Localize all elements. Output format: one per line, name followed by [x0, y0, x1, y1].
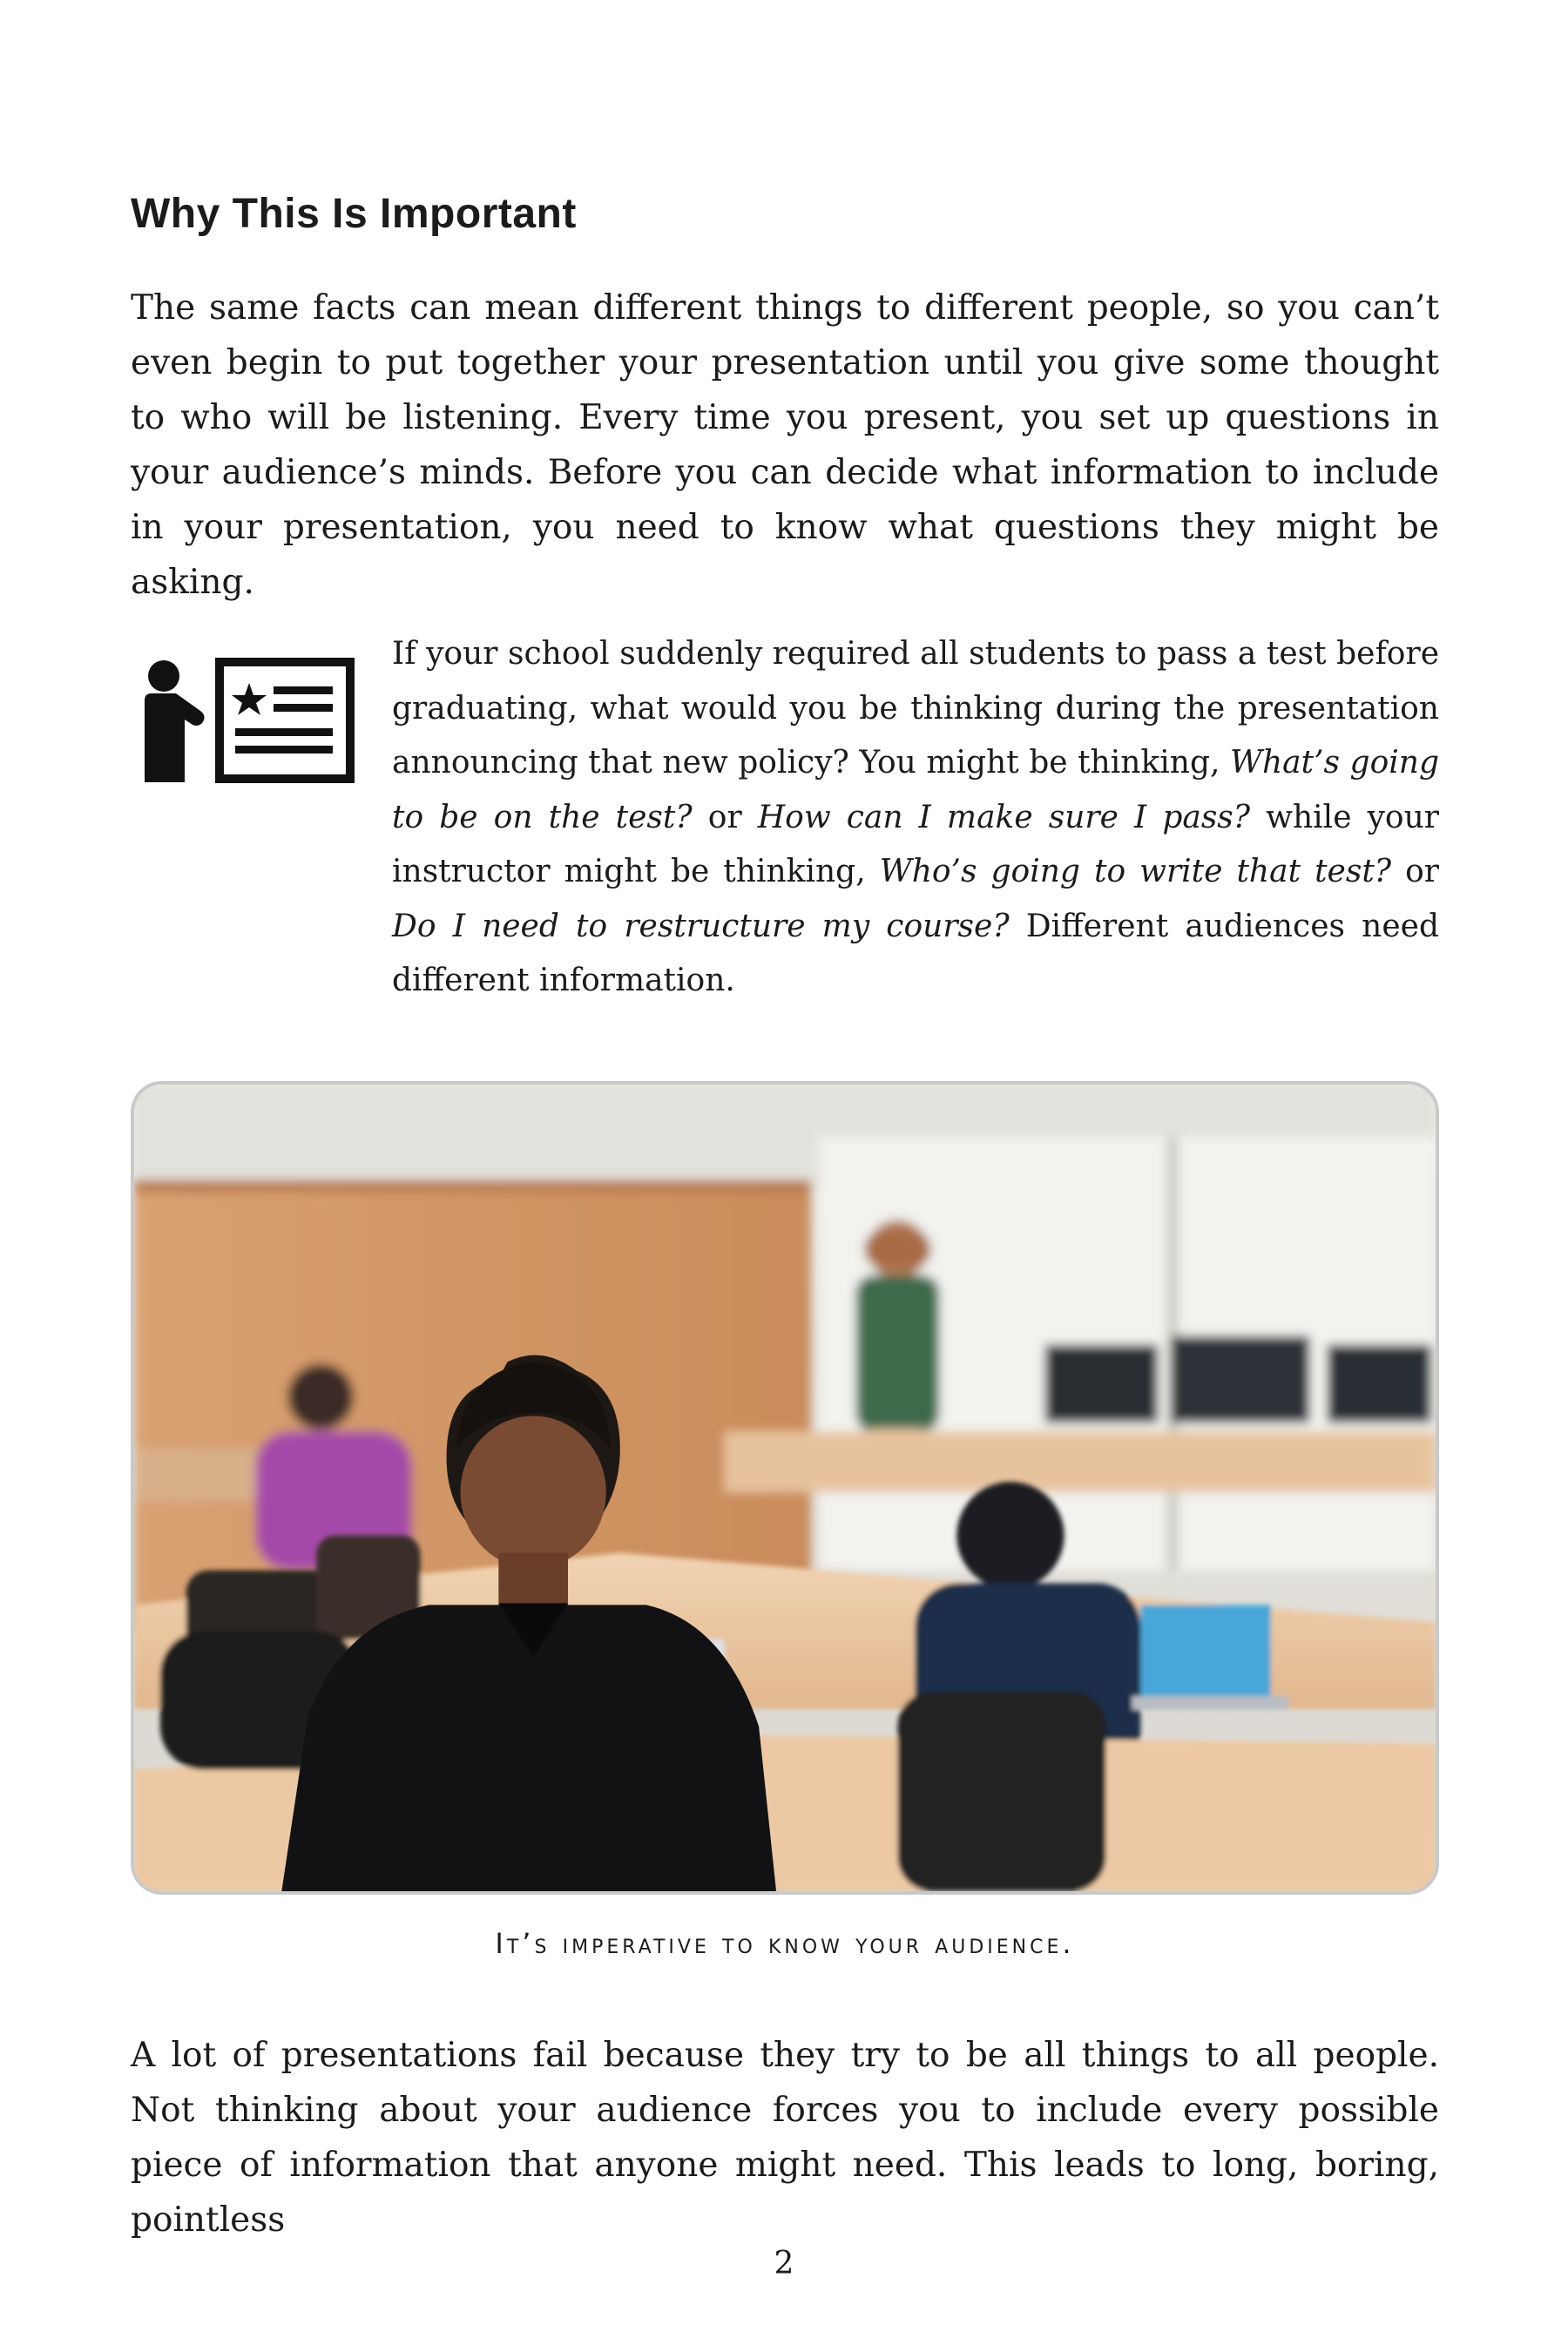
callout-question-3: Who’s going to write that test?	[879, 854, 1392, 889]
page-number: 2	[774, 2246, 794, 2281]
closing-paragraph: A lot of presentations fail because they try to be all things to all people. Not thinking about your audience forces you to include every possible piece of information that anyone might need. This leads to long, boring, pointless	[131, 2036, 1439, 2240]
callout-text-1: If your school suddenly required all students to pass a test before graduating, what would you be thinking during the presentation announcing that new policy? You might be thinking,	[392, 636, 1439, 781]
callout-text-3: while your instructor might be thinking,	[392, 799, 1439, 889]
callout-text-5: Different audiences need different information.	[392, 908, 1439, 998]
section-heading: Why This Is Important	[131, 191, 577, 237]
figure-caption: It’s imperative to know your audience.	[495, 1927, 1075, 1960]
callout-question-2: How can I make sure I pass?	[757, 799, 1251, 835]
callout-text-4: or	[1391, 854, 1439, 889]
classroom-photo	[131, 1081, 1439, 1895]
callout-text	[392, 627, 1439, 1009]
callout-question-1: What’s going to be on the test?	[392, 745, 1439, 835]
callout-question-4: Do I need to restructure my course?	[392, 908, 1010, 944]
callout-text-2: or	[692, 799, 758, 835]
callout-box	[131, 627, 1439, 1010]
intro-paragraph: The same facts can mean different things to different people, so you can’t even begin to put together your presentation until you give some thought to who will be listening. Every time you present, you set up questions in your audience’s minds. Before you can decide what information to include in your presentation, you need to know what questions they might be asking.	[131, 288, 1439, 602]
presenter-board-icon	[138, 655, 355, 786]
